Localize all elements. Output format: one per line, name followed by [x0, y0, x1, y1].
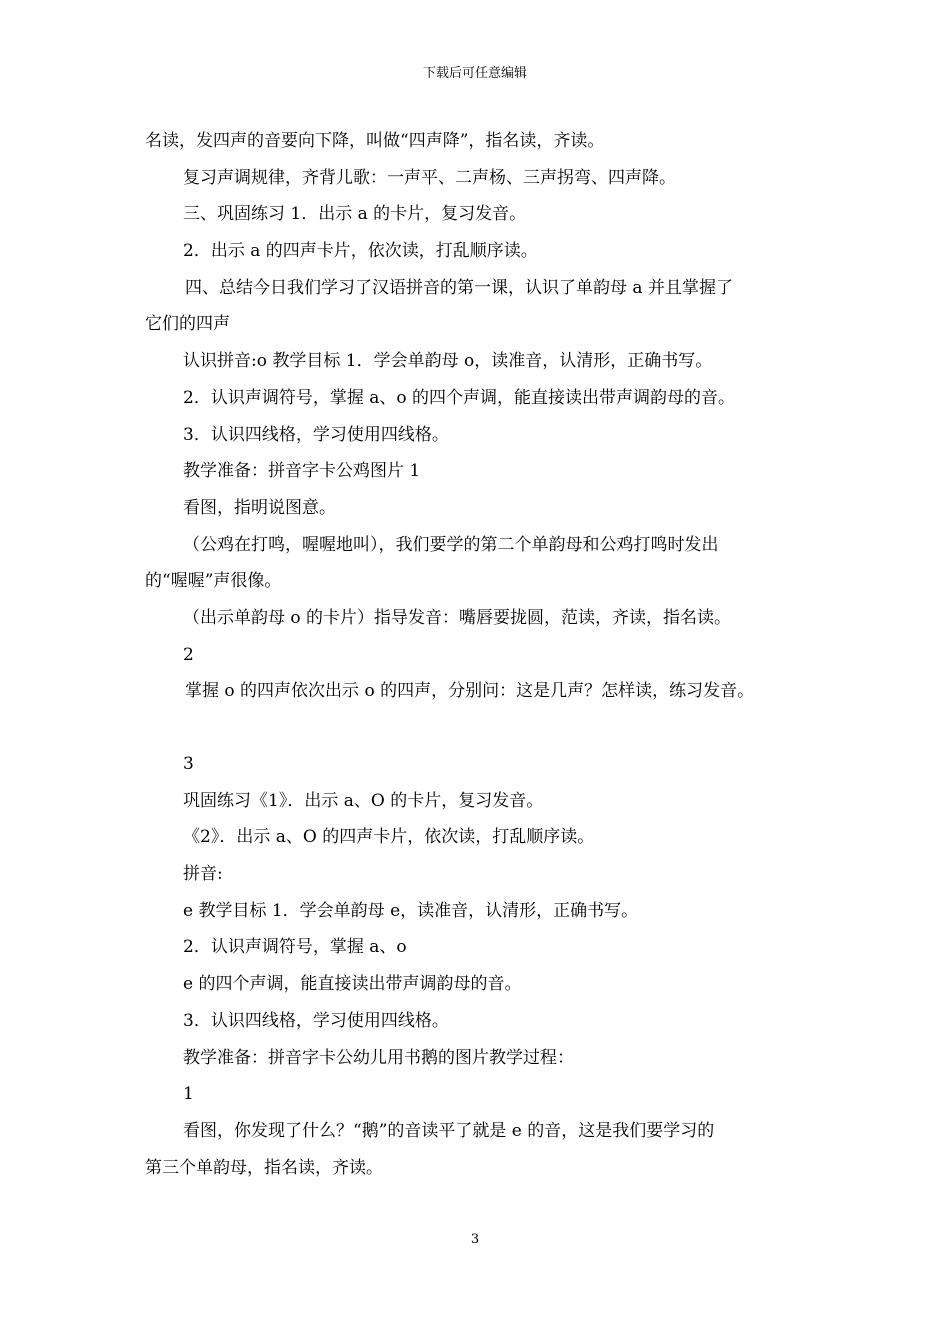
- blank-line: [145, 710, 835, 746]
- text-line: 1: [183, 1084, 194, 1105]
- text-line: （出示单韵母 o 的卡片）指导发音：嘴唇要拢圆，范读，齐读，指名读。: [183, 607, 732, 628]
- text-line: 3．认识四线格，学习使用四线格。: [183, 1010, 449, 1031]
- text-line: e 的四个声调，能直接读出带声调韵母的音。: [183, 974, 522, 995]
- text-line: 拼音:: [183, 864, 223, 885]
- text-line: e 教学目标 1．学会单韵母 e，读准音，认清形，正确书写。: [183, 900, 639, 921]
- text-line: 巩固练习《1》．出示 a、O 的卡片，复习发音。: [183, 790, 544, 811]
- text-line: 看图，你发现了什么？“鹅”的音读平了就是 e 的音，这是我们要学习的: [183, 1120, 715, 1141]
- text-line: 2．认识声调符号，掌握 a、o 的四个声调，能直接读出带声调韵母的音。: [183, 387, 735, 408]
- page-number: 3: [470, 1232, 480, 1247]
- text-line: 复习声调规律，齐背儿歌：一声平、二声杨、三声拐弯、四声降。: [183, 167, 676, 188]
- text-line: 2．出示 a 的四声卡片，依次读，打乱顺序读。: [183, 241, 538, 262]
- text-line: 掌握 o 的四声依次出示 o 的四声，分别问：这是几声？怎样读，练习发音。: [185, 681, 755, 702]
- text-line: 第三个单韵母，指名读，齐读。: [145, 1157, 383, 1178]
- text-line: 《2》．出示 a、O 的四声卡片，依次读，打乱顺序读。: [183, 827, 595, 848]
- text-line: 四、总结今日我们学习了汉语拼音的第一课，认识了单韵母 a 并且掌握了: [185, 277, 733, 298]
- text-line: 2: [183, 644, 194, 665]
- text-line: 3: [183, 754, 194, 774]
- text-line: 的“喔喔”声很像。: [145, 571, 282, 592]
- text-line: 认识拼音:o 教学目标 1．学会单韵母 o，读准音，认清形，正确书写。: [183, 351, 713, 372]
- text-line: 名读，发四声的音要向下降，叫做“四声降”，指名读，齐读。: [145, 131, 605, 151]
- page-header: 下载后可任意编辑: [422, 66, 527, 81]
- text-line: 2．认识声调符号，掌握 a、o: [183, 937, 407, 958]
- document-body: [145, 123, 835, 1186]
- text-line: 它们的四声: [145, 314, 230, 335]
- text-line: 三、巩固练习 1．出示 a 的卡片，复习发音。: [183, 204, 527, 225]
- text-line: 3．认识四线格，学习使用四线格。: [183, 424, 449, 445]
- text-line: 看图，指明说图意。: [183, 497, 336, 518]
- text-line: 教学准备：拼音字卡公鸡图片 1: [183, 461, 421, 482]
- text-line: 教学准备：拼音字卡公幼儿用书鹅的图片教学过程：: [183, 1047, 574, 1068]
- text-line: （公鸡在打鸣，喔喔地叫），我们要学的第二个单韵母和公鸡打鸣时发出: [183, 534, 719, 555]
